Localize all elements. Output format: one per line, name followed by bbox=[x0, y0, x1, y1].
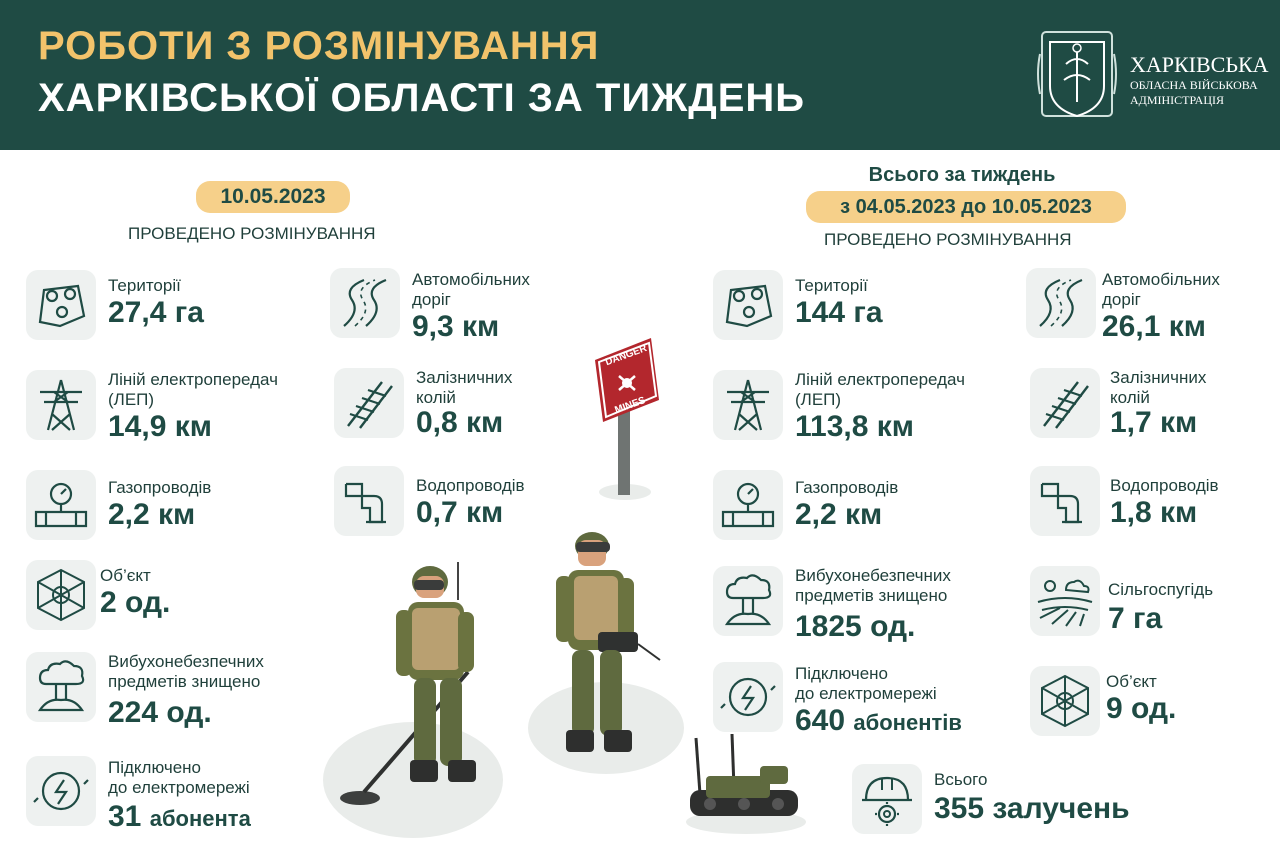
week-explosives bbox=[713, 566, 1003, 646]
week-object-value: 9 од. bbox=[1106, 692, 1177, 725]
week-territory-label: Території bbox=[795, 276, 868, 295]
title-line-1: РОБОТИ З РОЗМІНУВАННЯ bbox=[38, 24, 600, 68]
week-rail-value: 1,7 км bbox=[1110, 406, 1198, 439]
sapper-with-remote-illustration bbox=[526, 528, 696, 778]
water-pipe-icon bbox=[334, 466, 404, 536]
day-roads-label-1: Автомобільних bbox=[412, 270, 530, 289]
week-connected-count: 640 bbox=[795, 704, 846, 737]
explosion-cloud-icon bbox=[26, 652, 96, 722]
week-gas-label: Газопроводів bbox=[795, 478, 899, 497]
week-water-value: 1,8 км bbox=[1110, 496, 1198, 529]
day-explosives bbox=[26, 652, 306, 732]
sapper-with-detector-illustration bbox=[318, 560, 508, 845]
road-icon bbox=[1026, 268, 1096, 338]
week-water-pipelines bbox=[1030, 466, 1260, 536]
week-agricultural-land bbox=[1030, 566, 1260, 636]
day-roads bbox=[330, 268, 590, 348]
day-gas-label: Газопроводів bbox=[108, 478, 212, 497]
week-power-label-2: (ЛЕП) bbox=[795, 390, 842, 409]
day-rail-value: 0,8 км bbox=[416, 406, 504, 439]
day-connected bbox=[26, 756, 306, 836]
power-tower-icon bbox=[26, 370, 96, 440]
week-explosives-label-2: предметів знищено bbox=[795, 586, 948, 605]
day-explosives-label-1: Вибухонебезпечних bbox=[108, 652, 264, 671]
day-power-lines bbox=[26, 370, 326, 450]
title-line-2: ХАРКІВСЬКОЇ ОБЛАСТІ ЗА ТИЖДЕНЬ bbox=[38, 76, 806, 120]
day-territory-label: Території bbox=[108, 276, 181, 295]
week-object bbox=[1030, 666, 1260, 736]
week-rail-label-2: колій bbox=[1110, 388, 1150, 407]
week-explosives-label-1: Вибухонебезпечних bbox=[795, 566, 951, 585]
road-icon bbox=[330, 268, 400, 338]
day-connected-label-2: до електромережі bbox=[108, 778, 250, 797]
power-tower-icon bbox=[713, 370, 783, 440]
day-connected-unit: абонента bbox=[149, 806, 251, 831]
day-rail-label-1: Залізничних bbox=[416, 368, 513, 387]
week-connected bbox=[713, 662, 1003, 742]
week-railways bbox=[1030, 368, 1260, 448]
water-pipe-icon bbox=[1030, 466, 1100, 536]
week-caption: ПРОВЕДЕНО РОЗМІНУВАННЯ bbox=[824, 230, 1072, 249]
week-water-label: Водопроводів bbox=[1110, 476, 1219, 495]
day-explosives-value: 224 од. bbox=[108, 696, 212, 729]
week-territory-value: 144 га bbox=[795, 296, 883, 329]
week-total-engagements bbox=[852, 764, 1152, 834]
day-explosives-label-2: предметів знищено bbox=[108, 672, 261, 691]
sign-text-mines: MINES bbox=[613, 395, 647, 417]
railway-icon bbox=[1030, 368, 1100, 438]
electric-plug-icon bbox=[713, 662, 783, 732]
day-roads-value: 9,3 км bbox=[412, 310, 500, 343]
map-pin-icon bbox=[713, 270, 783, 340]
danger-mines-sign-illustration bbox=[585, 330, 675, 505]
week-connected-value bbox=[795, 704, 962, 738]
day-gas-value: 2,2 км bbox=[108, 498, 196, 531]
cube-icon bbox=[26, 560, 96, 630]
week-power-lines bbox=[713, 370, 1013, 450]
week-title: Всього за тиждень bbox=[868, 164, 1056, 186]
day-power-value: 14,9 км bbox=[108, 410, 212, 443]
day-water-value: 0,7 км bbox=[416, 496, 504, 529]
week-roads bbox=[1026, 268, 1266, 348]
week-rail-label-1: Залізничних bbox=[1110, 368, 1207, 387]
week-agri-value: 7 га bbox=[1108, 602, 1163, 635]
week-object-label: Об’єкт bbox=[1106, 672, 1157, 691]
week-roads-label-1: Автомобільних bbox=[1102, 270, 1220, 289]
day-roads-label-2: доріг bbox=[412, 290, 451, 309]
day-connected-value bbox=[108, 800, 251, 834]
week-agri-label: Сільгоспугідь bbox=[1108, 580, 1214, 599]
coat-of-arms-icon bbox=[1036, 24, 1118, 124]
week-total-label: Всього bbox=[934, 770, 988, 789]
day-gas-pipelines bbox=[26, 470, 286, 540]
week-roads-value: 26,1 км bbox=[1102, 310, 1206, 343]
sign-text-danger: DANGER bbox=[603, 343, 649, 369]
week-connected-label-2: до електромережі bbox=[795, 684, 937, 703]
week-power-value: 113,8 км bbox=[795, 410, 914, 443]
week-gas-value: 2,2 км bbox=[795, 498, 883, 531]
field-icon bbox=[1030, 566, 1100, 636]
gas-meter-icon bbox=[713, 470, 783, 540]
day-object-label: Об’єкт bbox=[100, 566, 151, 585]
week-power-label-1: Ліній електропередач bbox=[795, 370, 965, 389]
map-pin-icon bbox=[26, 270, 96, 340]
week-explosives-value: 1825 од. bbox=[795, 610, 916, 643]
day-object bbox=[26, 560, 266, 630]
day-railways bbox=[334, 368, 574, 448]
week-connected-unit: абонентів bbox=[853, 710, 962, 735]
gas-meter-icon bbox=[26, 470, 96, 540]
week-roads-label-2: доріг bbox=[1102, 290, 1141, 309]
week-connected-label-1: Підключено bbox=[795, 664, 888, 683]
org-name-line-2: ОБЛАСНА ВІЙСЬКОВА bbox=[1130, 78, 1258, 92]
week-territory bbox=[713, 270, 973, 340]
cube-icon bbox=[1030, 666, 1100, 736]
day-caption: ПРОВЕДЕНО РОЗМІНУВАННЯ bbox=[128, 224, 376, 243]
day-territory bbox=[26, 270, 306, 340]
electric-plug-icon bbox=[26, 756, 96, 826]
day-territory-value: 27,4 га bbox=[108, 296, 204, 329]
railway-icon bbox=[334, 368, 404, 438]
day-rail-label-2: колій bbox=[416, 388, 456, 407]
day-connected-count: 31 bbox=[108, 800, 142, 833]
week-range-badge: з 04.05.2023 до 10.05.2023 bbox=[806, 191, 1126, 223]
hard-hat-gear-icon bbox=[852, 764, 922, 834]
day-object-value: 2 од. bbox=[100, 586, 171, 619]
week-gas-pipelines bbox=[713, 470, 973, 540]
day-water-label: Водопроводів bbox=[416, 476, 525, 495]
week-total-value: 355 залучень bbox=[934, 792, 1130, 825]
demining-robot-illustration bbox=[680, 732, 810, 836]
day-power-label-2: (ЛЕП) bbox=[108, 390, 155, 409]
org-name-line-1: ХАРКІВСЬКА bbox=[1130, 52, 1269, 77]
day-date-badge: 10.05.2023 bbox=[196, 181, 350, 213]
day-connected-label-1: Підключено bbox=[108, 758, 201, 777]
day-water-pipelines bbox=[334, 466, 574, 536]
explosion-cloud-icon bbox=[713, 566, 783, 636]
header-banner bbox=[0, 0, 1280, 150]
day-power-label-1: Ліній електропередач bbox=[108, 370, 278, 389]
org-name-line-3: АДМІНІСТРАЦІЯ bbox=[1130, 93, 1224, 107]
